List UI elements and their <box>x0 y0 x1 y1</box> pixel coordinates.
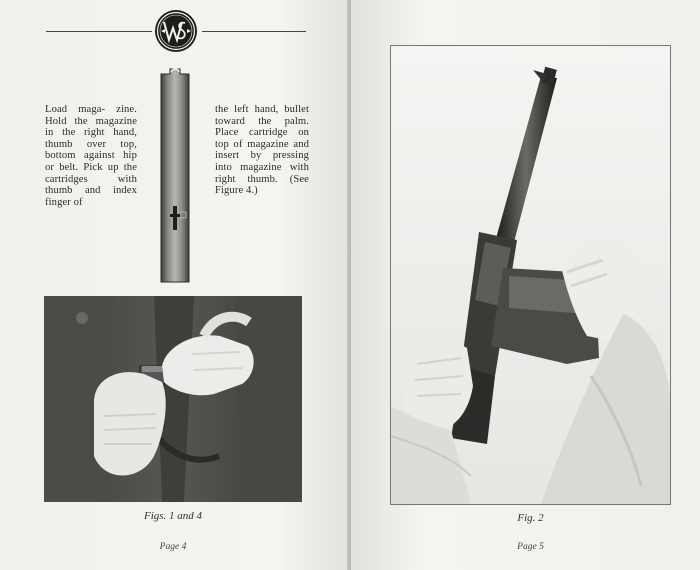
header-rule-right <box>202 31 306 32</box>
figure-caption-right: Fig. 2 <box>517 512 544 524</box>
magazine-illustration <box>158 68 192 284</box>
figure-1-4-photo <box>44 296 302 502</box>
right-page <box>351 0 700 570</box>
figure-2-photo <box>390 45 671 505</box>
instruction-text-1: Load maga- zine. Hold the magazine in the right hand, thumb over top, bottom against hip or belt. Pick up the cartridges with thumb and index finger of <box>45 104 137 208</box>
page-number-right: Page 5 <box>517 542 544 552</box>
sw-monogram-icon <box>153 8 199 54</box>
left-page <box>0 0 349 570</box>
page-number-left: Page 4 <box>159 542 187 552</box>
figure-caption-left: Figs. 1 and 4 <box>143 510 203 522</box>
instruction-column-1 <box>45 104 137 208</box>
instruction-column-2 <box>215 104 309 197</box>
header-rule-left <box>46 31 152 32</box>
instruction-text-2: the left hand, bullet toward the palm. Place cartridge on top of magazine and insert by pressing into magazine with right thumb. (See Figure 4.) <box>215 104 309 197</box>
